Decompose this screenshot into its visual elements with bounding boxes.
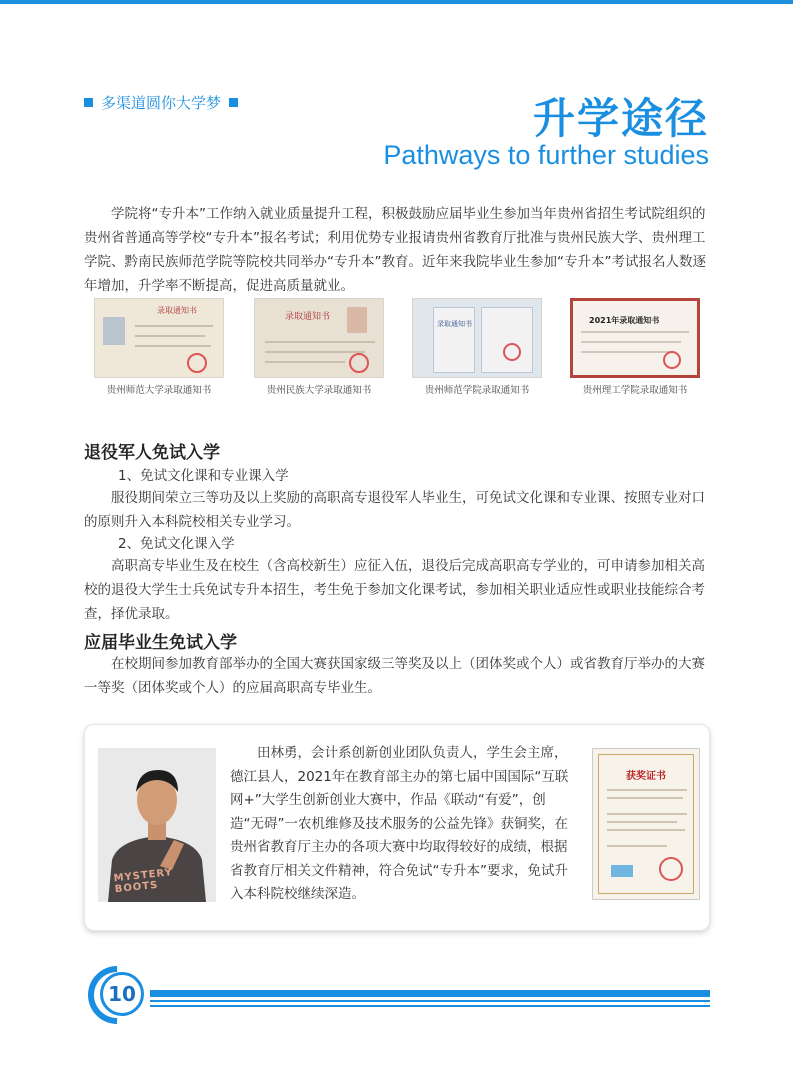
page-title-cn: 升学途径 [532, 94, 709, 143]
photo-caption: 贵州师范大学录取通知书 [106, 385, 212, 396]
page-number: 10 [100, 972, 144, 1016]
subsection-text: 服役期间荣立三等功及以上奖励的高职高专退役军人毕业生，可免试文化课和专业课、按照专业对口的原则升入本科院校相关专业学习。 [84, 490, 705, 530]
logo-icon [611, 865, 633, 877]
square-bullet-icon [229, 98, 238, 107]
letter-title: 录取通知书 [437, 320, 472, 328]
admission-letter-photo [94, 298, 224, 378]
subsection-title: 2、免试文化课入学 [118, 536, 235, 552]
page-title-en: Pathways to further studies [383, 140, 709, 170]
admission-letter-photo [412, 298, 542, 378]
letter-title: 录取通知书 [285, 312, 331, 322]
award-certificate [592, 748, 700, 900]
intro-paragraph: 学院将“专升本”工作纳入就业质量提升工程，积极鼓励应届毕业生参加当年贵州省招生考试院组织的贵州省普通高等学校“专升本”报名考试；利用优势专业报请贵州省教育厅批准与贵州民族大学、贵州理工学院、黔南民族师范学院等院校共同举办“专升本”教育。近年来我院毕业生参加“专升本”考试报名人数逐年增加，升学率不断提高，促进高质量就业。 [84, 206, 706, 294]
section-tag [84, 92, 238, 113]
seal-icon [659, 857, 683, 881]
shirt-print: MYSTERY BOOTS [113, 867, 174, 896]
footer-line [150, 1005, 710, 1007]
admission-letter-photo [254, 298, 384, 378]
letter-title: 录取通知书 [157, 306, 197, 315]
admission-letters-gallery [84, 298, 710, 408]
seal-icon [503, 343, 521, 361]
student-portrait [98, 748, 216, 902]
section-heading-veterans: 退役军人免试入学 [84, 443, 220, 463]
subsection-title: 1、免试文化课和专业课入学 [118, 468, 289, 484]
seal-icon [663, 351, 681, 369]
seal-icon [349, 353, 369, 373]
square-bullet-icon [84, 98, 93, 107]
admission-letter-photo [570, 298, 700, 378]
student-story-text: 田林勇，会计系创新创业团队负责人，学生会主席，德江县人，2021年在教育部主办的第七届中国国际“互联网+”大学生创新创业大赛中，作品《联动“有爱”，创造“无碍”一农机维修及技术服务的公益先锋》获铜奖，在贵州省教育厅主办的各项大赛中均取得较好的成绩，根据省教育厅相关文件精神，符合免试“专升本”要求，免试升入本科院校继续深造。 [230, 745, 569, 902]
letter-title: 2021年录取通知书 [589, 316, 660, 325]
seal-icon [187, 353, 207, 373]
footer-line [150, 1000, 710, 1002]
section-tag-label: 多渠道圆你大学梦 [101, 94, 222, 112]
section-text: 在校期间参加教育部举办的全国大赛获国家级三等奖及以上（团体奖或个人）或省教育厅举办的大赛一等奖（团体奖或个人）的应届高职高专毕业生。 [84, 656, 705, 696]
id-photo [103, 317, 125, 345]
photo-caption: 贵州理工学院录取通知书 [582, 385, 688, 396]
subsection-text: 高职高专毕业生及在校生（含高校新生）应征入伍，退役后完成高职高专学业的，可申请参加相关高校的退役大学生士兵免试专升本招生，考生免于参加文化课考试，参加相关职业适应性或职业技能综合考查，择优录取。 [84, 558, 705, 622]
top-accent-bar [0, 0, 793, 4]
footer-line [150, 990, 710, 997]
photo-caption: 贵州民族大学录取通知书 [266, 385, 372, 396]
photo-caption: 贵州师范学院录取通知书 [424, 385, 530, 396]
certificate-title: 获奖证书 [626, 771, 666, 782]
id-photo [347, 307, 367, 333]
section-heading-graduates: 应届毕业生免试入学 [84, 633, 237, 653]
